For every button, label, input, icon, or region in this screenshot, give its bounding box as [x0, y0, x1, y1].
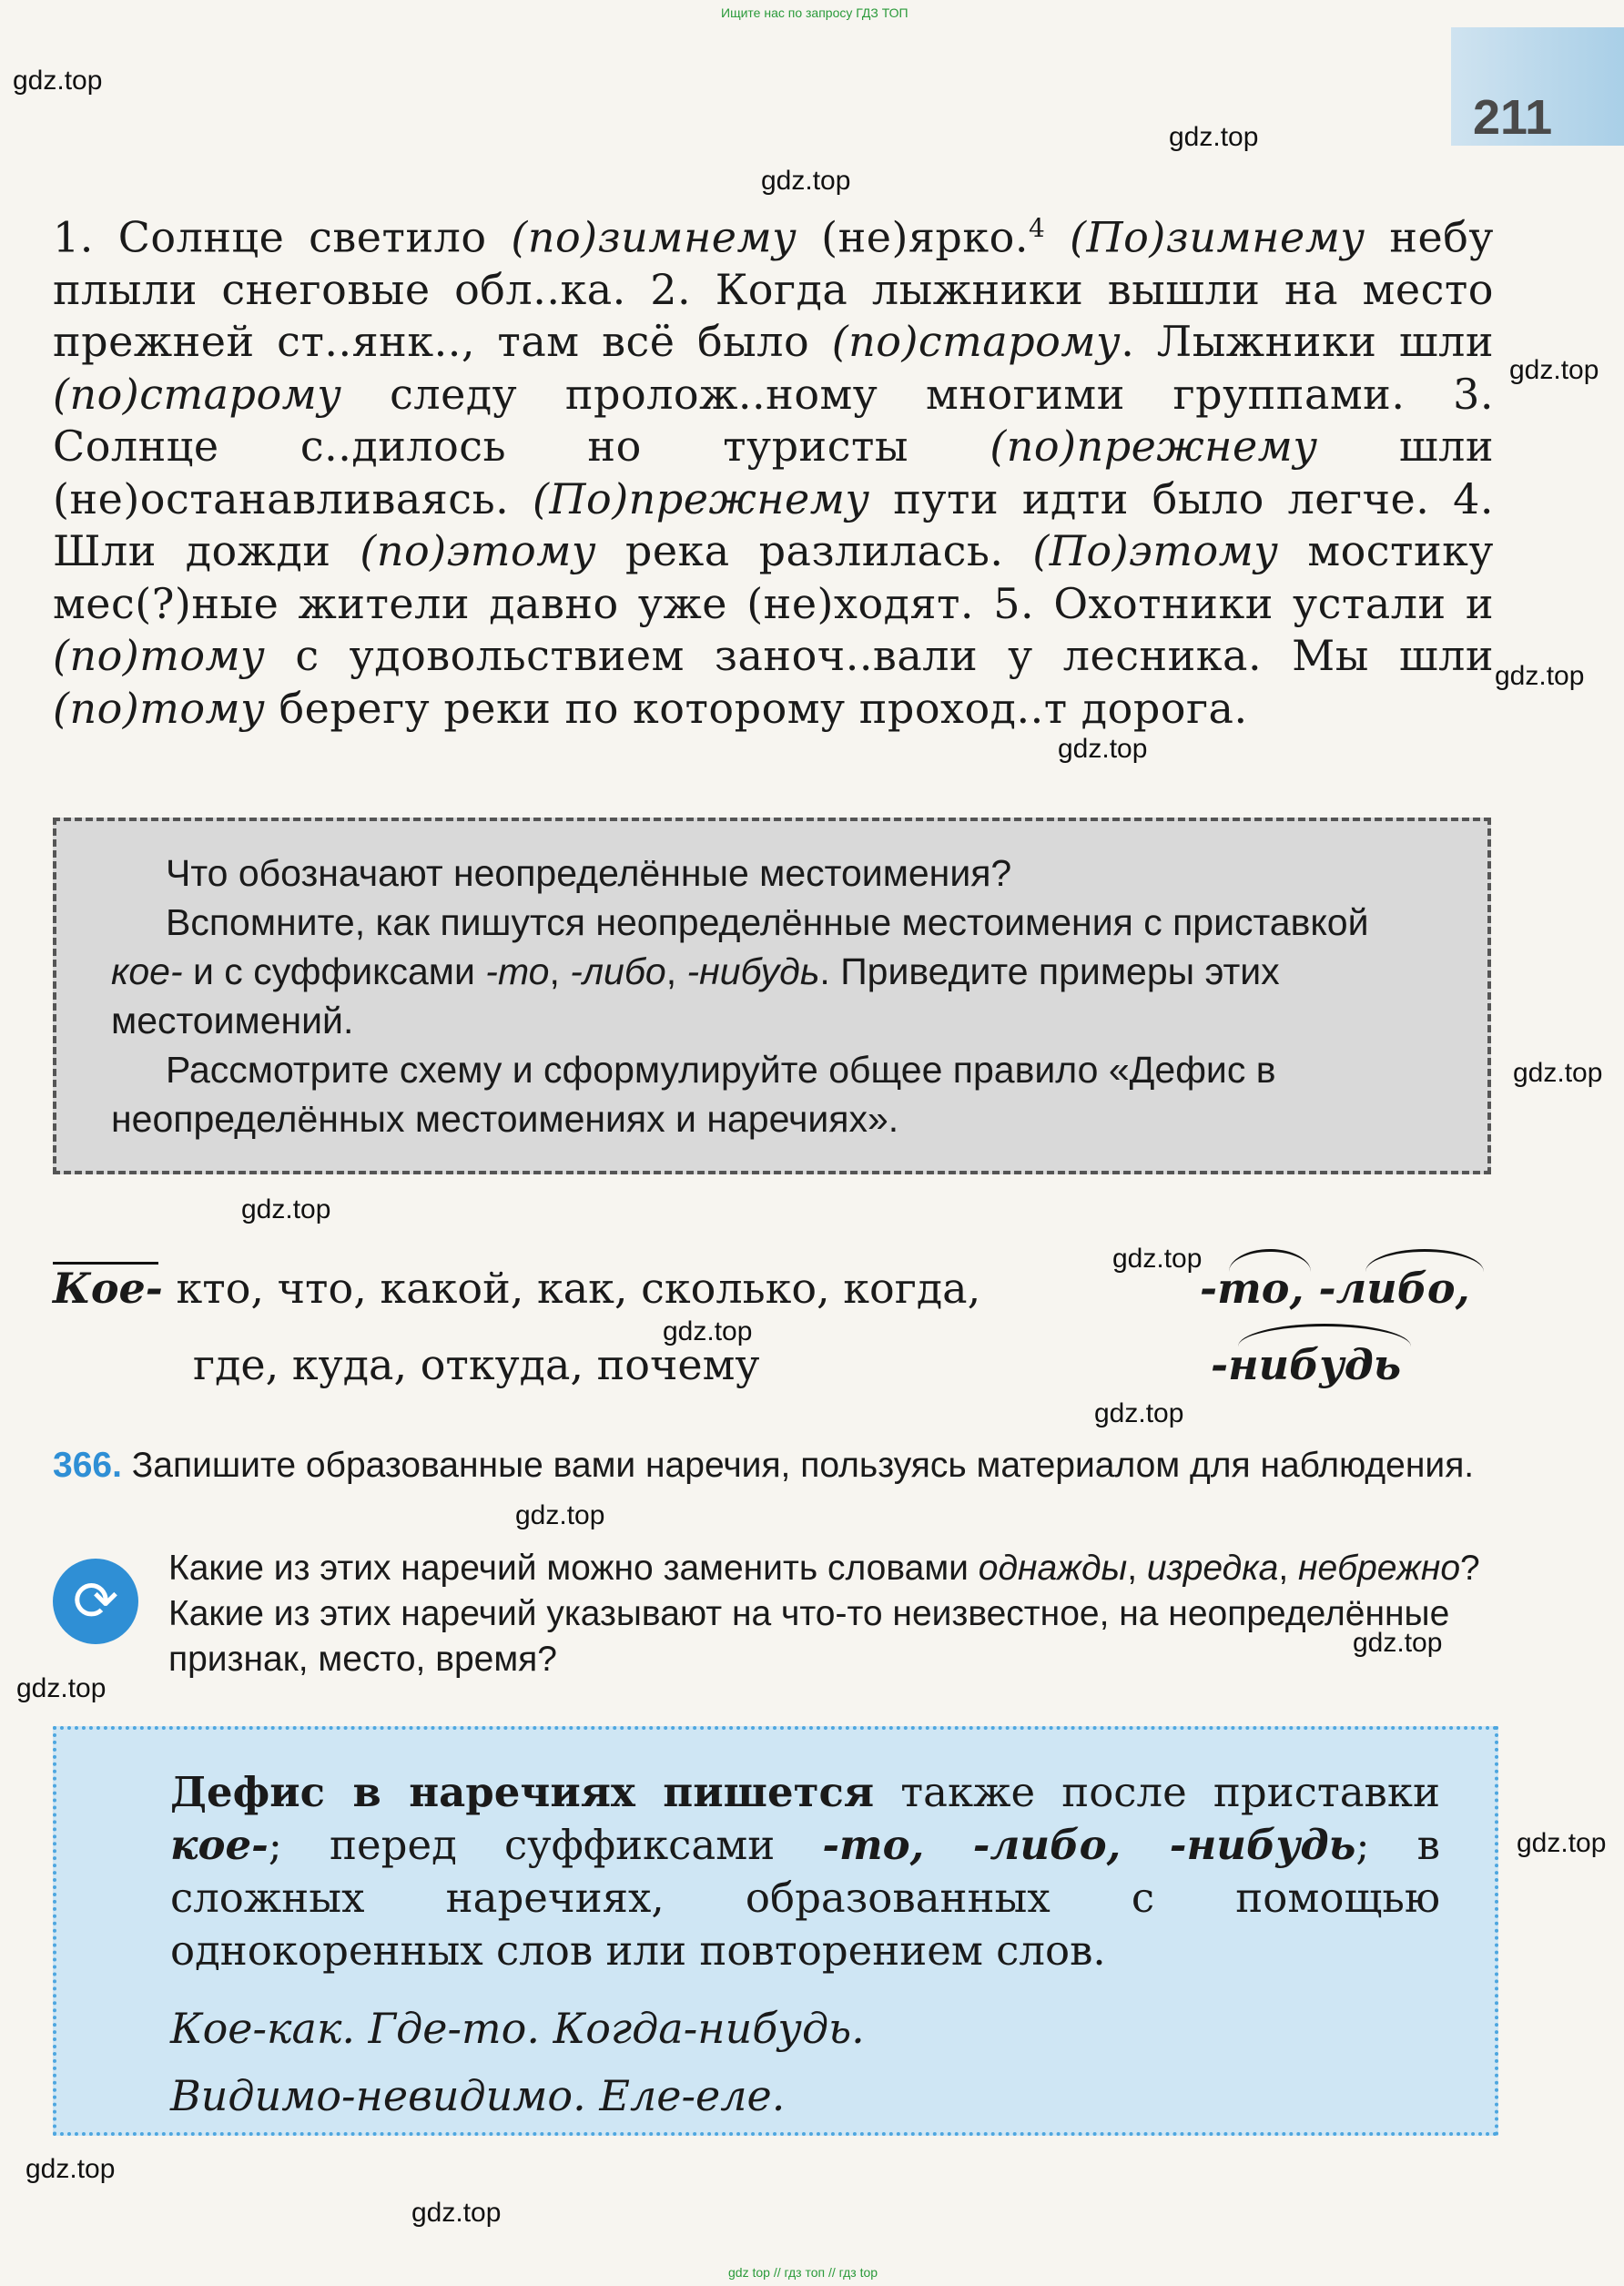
watermark: gdz.top	[411, 2198, 502, 2228]
top-watermark: Ищите нас по запросу ГДЗ ТОП	[721, 5, 908, 20]
exercise-366: 366. Запишите образованные вами наречия, пользуясь материалом для наблюдения.	[53, 1446, 1475, 1485]
question-box	[53, 818, 1491, 1174]
question-text: Рассмотрите схему и сформулируйте общее правило «Дефис в неопределённых местоимениях и наречиях».	[111, 1049, 1276, 1140]
question-2: Какие из этих наречий можно заменить словами однажды, изредка, небрежно? Какие из этих наречий указывают на что-то неизвестное, на неопределённые признак, место, время?	[168, 1549, 1480, 1679]
watermark: gdz.top	[13, 66, 103, 96]
watermark: gdz.top	[1112, 1244, 1203, 1274]
watermark: gdz.top	[1509, 355, 1599, 385]
exercise-number: 366.	[53, 1446, 122, 1485]
schema-line-1: Кое- кто, что, какой, как, сколько, когда,	[53, 1264, 981, 1313]
schema-prefix: Кое-	[53, 1264, 163, 1313]
question-text: Вспомните, как пишутся неопределённые местоимения с приставкой кое- и с суффиксами -то, -либо, -нибудь. Приведите примеры этих местоимений.	[111, 901, 1369, 1041]
rule-text: Дефис в наречиях пишется также после приставки кое-; перед суффиксами -то, -либо, -нибудь; в сложных наречиях, образованных с помощью однокоренных слов или повторением слов.	[170, 1768, 1440, 1975]
watermark: gdz.top	[761, 166, 851, 196]
suffix-to-libo: -то, -либо,	[1200, 1264, 1470, 1313]
watermark: gdz.top	[241, 1194, 331, 1224]
watermark: gdz.top	[1169, 122, 1259, 152]
watermark: gdz.top	[1517, 1828, 1607, 1858]
watermark: gdz.top	[663, 1316, 753, 1346]
repeat-arrows-icon: ⟳	[53, 1559, 138, 1644]
rule-example-2: Видимо-невидимо. Еле-еле.	[170, 2071, 786, 2120]
watermark: gdz.top	[25, 2154, 116, 2184]
watermark: gdz.top	[1353, 1628, 1443, 1658]
watermark: gdz.top	[515, 1500, 605, 1530]
suffix-arc	[1238, 1324, 1411, 1346]
suffix-nibud: -нибудь	[1211, 1340, 1402, 1389]
watermark: gdz.top	[1058, 734, 1148, 764]
suffix-arc	[1229, 1249, 1311, 1272]
watermark: gdz.top	[1495, 661, 1585, 691]
schema-line-2: где, куда, откуда, почему	[193, 1340, 760, 1389]
question-text: Что обозначают неопределённые местоимения?	[166, 852, 1012, 894]
watermark: gdz.top	[16, 1673, 107, 1703]
suffix-arc	[1365, 1249, 1484, 1272]
watermark: gdz.top	[1094, 1398, 1184, 1428]
bottom-watermark: gdz top // гдз топ // гдз top	[728, 2265, 878, 2280]
watermark: gdz.top	[1513, 1058, 1603, 1088]
page-number: 211	[1473, 90, 1553, 145]
prefix-mark	[53, 1262, 158, 1265]
rule-example-1: Кое-как. Где-то. Когда-нибудь.	[170, 2004, 865, 2053]
rule-box	[53, 1726, 1498, 2136]
exercise-text: 1. Солнце светило (по)зимнему (не)ярко.$^4$ (По)зимнему небу плыли снеговые обл..ка. 2. Когда лыжники вышли на место прежней ст..янк.., там всё было (по)старому. Лыжники шли (по)старому следу пролож..ному многими группами. 3. Солнце с..дилось но туристы (по)прежнему шли (не)останавливаясь. (По)прежнему пути идти было легче. 4. Шли дожди (по)этому река разлилась. (По)этому мостику мес(?)ные жители давно уже (не)ходят. 5. Охотники устали и (по)тому с удовольствием заноч..вали у лесника. Мы шли (по)тому берегу реки по которому проход..т дорога.	[53, 212, 1494, 733]
